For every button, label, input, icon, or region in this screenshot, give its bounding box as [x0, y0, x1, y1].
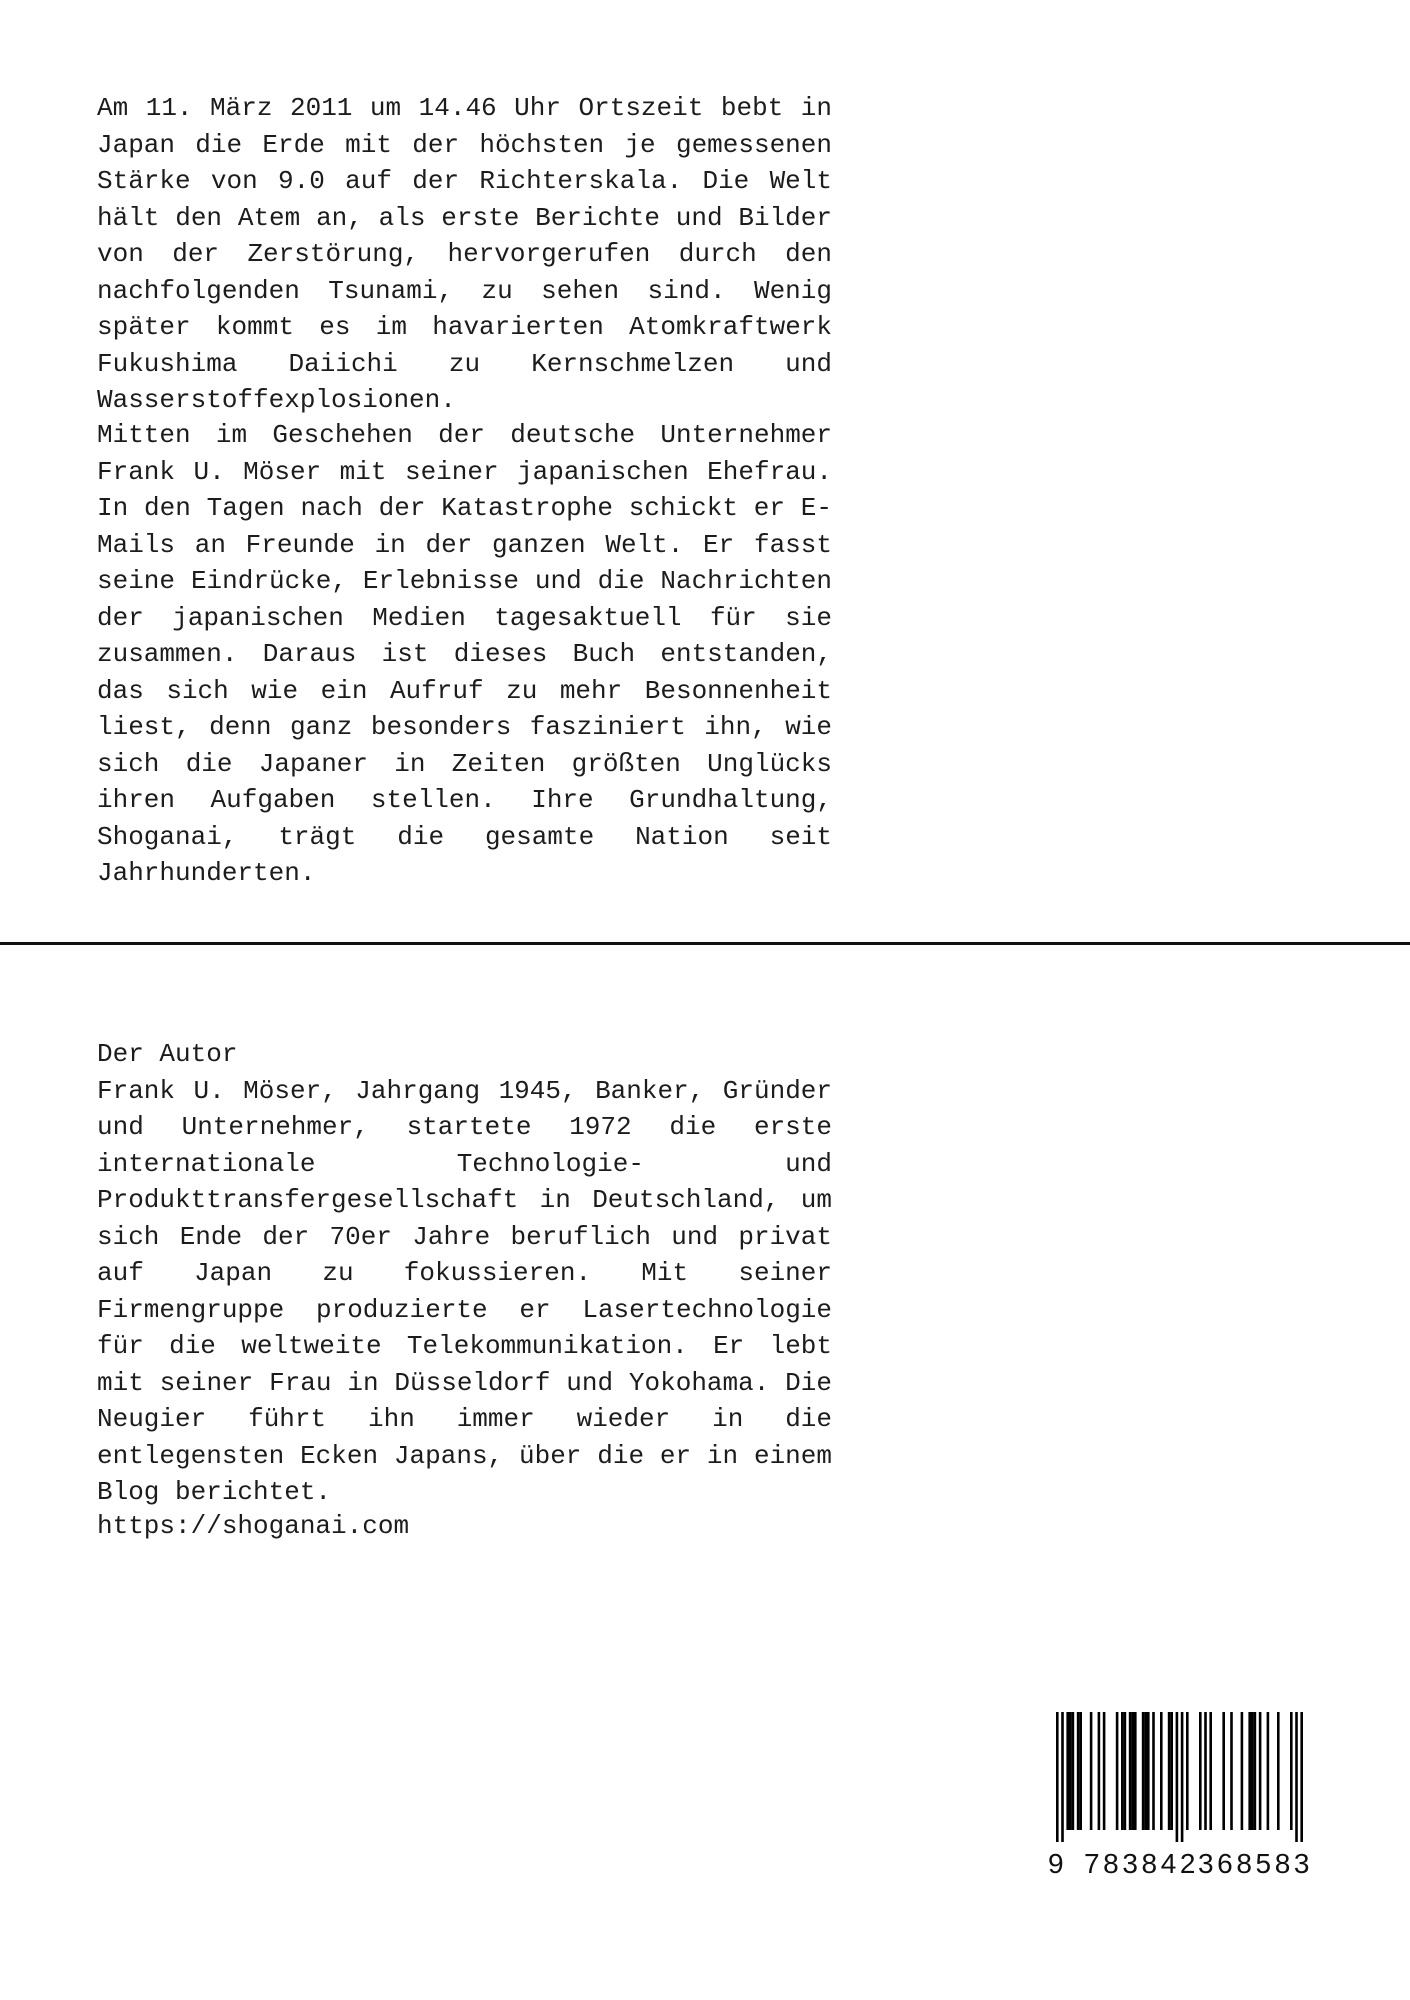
- barcode-bar: [1277, 1712, 1280, 1830]
- isbn-barcode: [1046, 1712, 1308, 1842]
- barcode-bar: [1069, 1712, 1072, 1830]
- barcode-bar: [1199, 1712, 1202, 1830]
- barcode-bar: [1121, 1712, 1124, 1830]
- barcode-bar: [1147, 1712, 1150, 1830]
- barcode-bar: [1186, 1712, 1189, 1830]
- barcode-bar: [1181, 1712, 1184, 1842]
- barcode-bar: [1131, 1712, 1134, 1830]
- barcode-bar: [1129, 1712, 1132, 1830]
- barcode-bar: [1124, 1712, 1127, 1830]
- website-url[interactable]: https://shoganai.com: [97, 1511, 410, 1541]
- barcode-bar: [1230, 1712, 1233, 1830]
- website-block: [97, 1508, 832, 1545]
- barcode-bar: [1170, 1712, 1173, 1830]
- barcode-bar: [1098, 1712, 1101, 1830]
- barcode-bar: [1056, 1712, 1059, 1842]
- section-divider: [0, 942, 1410, 945]
- blurb-paragraph-2: Mitten im Geschehen der deutsche Unternehmer Frank U. Möser mit seiner japanischen Ehefrau. In den Tagen nach der Katastrophe schickt er E-Mails an Freunde in der ganzen Welt. Er fasst seine Eindrücke, Erlebnisse und die Nachrichten der japanischen Medien tagesaktuell für sie zusammen. Daraus ist dieses Buch entstanden, das sich wie ein Aufruf zu mehr Besonnenheit liest, denn ganz besonders fasziniert ihn, wie sich die Japaner in Zeiten größten Unglücks ihren Aufgaben stellen. Ihre Grundhaltung, Shoganai, trägt die gesamte Nation seit Jahrhunderten.: [97, 420, 832, 888]
- isbn-right-group: 368583: [1198, 1848, 1314, 1879]
- author-section: [97, 1036, 832, 1511]
- barcode-bar: [1134, 1712, 1137, 1830]
- author-heading: Der Autor: [97, 1039, 238, 1069]
- barcode-bar: [1066, 1712, 1069, 1830]
- blurb-paragraph-1-block: [97, 90, 832, 419]
- isbn-first-digit: 9: [1048, 1848, 1064, 1879]
- barcode-bar: [1160, 1712, 1163, 1830]
- barcode-bar: [1152, 1712, 1155, 1830]
- barcode-bar: [1209, 1712, 1212, 1830]
- barcode-bar: [1241, 1712, 1244, 1830]
- author-bio: Frank U. Möser, Jahrgang 1945, Banker, Gründer und Unternehmer, startete 1972 die erste internationale Technologie- und Produkttransfergesellschaft in Deutschland, um sich Ende der 70er Jahre beruflich und privat auf Japan zu fokussieren. Mit seiner Firmengruppe produzierte er Lasertechnologie für die weltweite Telekommunikation. Er lebt mit seiner Frau in Düsseldorf und Yokohama. Die Neugier führt ihn immer wieder in die entlegensten Ecken Japans, über die er in einem Blog berichtet.: [97, 1075, 832, 1507]
- barcode-bar: [1295, 1712, 1298, 1842]
- barcode-bar: [1300, 1712, 1303, 1842]
- barcode-bar: [1077, 1712, 1080, 1830]
- barcode-bar: [1103, 1712, 1106, 1830]
- barcode-bar: [1079, 1712, 1082, 1830]
- barcode-bar: [1251, 1712, 1254, 1830]
- barcode-bar: [1222, 1712, 1225, 1830]
- barcode-bar: [1176, 1712, 1179, 1842]
- blurb-paragraph-1: Am 11. März 2011 um 14.46 Uhr Ortszeit bebt in Japan die Erde mit der höchsten je gemessenen Stärke von 9.0 auf der Richterskala. Die Welt hält den Atem an, als erste Berichte und Bilder von der Zerstörung, hervorgerufen durch den nachfolgenden Tsunami, zu sehen sind. Wenig später kommt es im havarierten Atomkraftwerk Fukushima Daiichi zu Kernschmelzen und Wasserstoffexplosionen.: [97, 93, 832, 415]
- barcode-bar: [1142, 1712, 1145, 1830]
- barcode-bar: [1090, 1712, 1093, 1830]
- isbn-left-group: 783842: [1084, 1848, 1200, 1879]
- barcode-bar: [1072, 1712, 1075, 1830]
- barcode-bar: [1144, 1712, 1147, 1830]
- isbn-number: [1046, 1846, 1314, 1882]
- barcode-bar: [1116, 1712, 1119, 1830]
- barcode-bar: [1259, 1712, 1262, 1830]
- barcode-bar: [1248, 1712, 1251, 1830]
- blurb-paragraph-2-block: [97, 417, 832, 892]
- barcode-bar: [1267, 1712, 1270, 1830]
- barcode-bar: [1290, 1712, 1293, 1830]
- barcode-bar: [1168, 1712, 1171, 1830]
- barcode-bar: [1254, 1712, 1257, 1830]
- barcode-bar: [1204, 1712, 1207, 1830]
- barcode-bar: [1061, 1712, 1064, 1842]
